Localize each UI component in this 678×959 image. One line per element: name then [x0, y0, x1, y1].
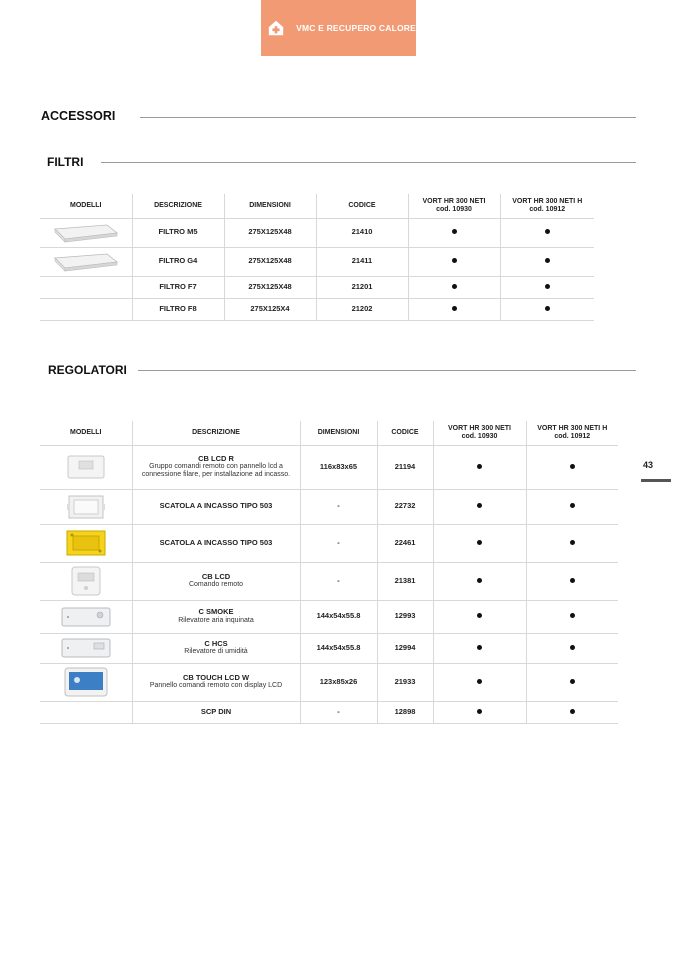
cell-compat	[408, 298, 500, 320]
table-header-row	[40, 421, 618, 445]
cell-dimensions: -	[300, 489, 377, 524]
cell-description: FILTRO F7	[132, 276, 224, 298]
bullet-icon	[477, 503, 482, 508]
cell-description: CB TOUCH LCD W Pannello comandi remoto con display LCD	[132, 663, 300, 701]
bullet-icon	[570, 679, 575, 684]
category-label: VMC E RECUPERO CALORE	[296, 23, 416, 33]
bullet-icon	[452, 306, 457, 311]
cell-compat	[500, 247, 594, 276]
cell-model	[40, 298, 132, 320]
cell-dimensions: 275X125X48	[224, 218, 316, 247]
cell-compat	[500, 298, 594, 320]
cell-code: 22461	[377, 524, 433, 562]
page-number: 43	[643, 460, 654, 470]
cell-compat	[433, 445, 526, 489]
section-title-regolatori: REGOLATORI	[48, 363, 127, 377]
cell-compat	[408, 276, 500, 298]
cell-dimensions: 123x85x26	[300, 663, 377, 701]
col-header: DESCRIZIONE	[132, 421, 300, 445]
cell-compat	[526, 701, 618, 723]
product-image	[40, 489, 132, 524]
cell-code: 12994	[377, 633, 433, 663]
cell-code: 21410	[316, 218, 408, 247]
cell-dimensions: -	[300, 524, 377, 562]
cell-code: 21202	[316, 298, 408, 320]
filter-image	[40, 218, 132, 247]
cell-dimensions: -	[300, 562, 377, 600]
divider	[140, 117, 636, 118]
table-row	[40, 633, 618, 663]
cell-compat	[526, 524, 618, 562]
bullet-icon	[570, 613, 575, 618]
table-row	[40, 701, 618, 723]
bullet-icon	[477, 679, 482, 684]
col-header: MODELLI	[40, 421, 132, 445]
cell-code: 21194	[377, 445, 433, 489]
section-title-accessori: ACCESSORI	[41, 109, 116, 123]
cell-code: 21201	[316, 276, 408, 298]
cell-compat	[408, 247, 500, 276]
cell-dimensions: 275X125X48	[224, 247, 316, 276]
cell-dimensions: 275X125X48	[224, 276, 316, 298]
bullet-icon	[477, 540, 482, 545]
cell-compat	[526, 663, 618, 701]
cell-compat	[433, 562, 526, 600]
cell-compat	[408, 218, 500, 247]
bullet-icon	[545, 306, 550, 311]
cell-description: C HCS Rilevatore di umidità	[132, 633, 300, 663]
cell-description: SCATOLA A INCASSO TIPO 503	[132, 524, 300, 562]
bullet-icon	[570, 503, 575, 508]
col-header: DESCRIZIONE	[132, 194, 224, 218]
cell-code: 21933	[377, 663, 433, 701]
filtri-table	[40, 194, 594, 321]
bullet-icon	[477, 578, 482, 583]
bullet-icon	[545, 258, 550, 263]
cell-compat	[433, 633, 526, 663]
cell-code: 12993	[377, 600, 433, 633]
filter-image	[40, 247, 132, 276]
table-row	[40, 445, 618, 489]
col-header: CODICE	[316, 194, 408, 218]
table-row	[40, 489, 618, 524]
divider	[101, 162, 636, 163]
cell-compat	[433, 524, 526, 562]
col-header: DIMENSIONI	[300, 421, 377, 445]
bullet-icon	[452, 258, 457, 263]
cell-compat	[500, 276, 594, 298]
bullet-icon	[477, 709, 482, 714]
bullet-icon	[570, 540, 575, 545]
cell-description: CB LCD R Gruppo comandi remoto con pannello lcd a connessione filare, per installazione ad incasso.	[132, 445, 300, 489]
product-image	[40, 524, 132, 562]
cell-description: CB LCD Comando remoto	[132, 562, 300, 600]
table-row	[40, 298, 594, 320]
cell-dimensions: -	[300, 701, 377, 723]
cell-description: FILTRO M5	[132, 218, 224, 247]
category-tab	[261, 0, 416, 56]
cell-compat	[526, 633, 618, 663]
product-image	[40, 663, 132, 701]
cell-description: FILTRO G4	[132, 247, 224, 276]
cell-description: FILTRO F8	[132, 298, 224, 320]
col-header: VORT HR 300 NETI cod. 10930	[408, 194, 500, 218]
cell-description: SCP DIN	[132, 701, 300, 723]
cell-compat	[526, 562, 618, 600]
table-row	[40, 218, 594, 247]
bullet-icon	[570, 578, 575, 583]
cell-dimensions: 144x54x55.8	[300, 633, 377, 663]
bullet-icon	[545, 284, 550, 289]
col-header: DIMENSIONI	[224, 194, 316, 218]
table-row	[40, 276, 594, 298]
cell-model	[40, 276, 132, 298]
cell-dimensions: 275X125X4	[224, 298, 316, 320]
table-row	[40, 562, 618, 600]
cell-code: 21381	[377, 562, 433, 600]
table-header-row	[40, 194, 594, 218]
col-header: MODELLI	[40, 194, 132, 218]
bullet-icon	[477, 613, 482, 618]
col-header: VORT HR 300 NETI H cod. 10912	[500, 194, 594, 218]
cell-dimensions: 116x83x65	[300, 445, 377, 489]
cell-compat	[433, 701, 526, 723]
table-row	[40, 600, 618, 633]
regolatori-table	[40, 421, 618, 724]
table-row	[40, 247, 594, 276]
product-image	[40, 562, 132, 600]
cell-compat	[433, 600, 526, 633]
cell-compat	[526, 600, 618, 633]
bullet-icon	[477, 645, 482, 650]
bullet-icon	[545, 229, 550, 234]
cell-compat	[526, 489, 618, 524]
house-plus-icon	[267, 19, 285, 37]
cell-model	[40, 701, 132, 723]
cell-compat	[433, 663, 526, 701]
cell-code: 21411	[316, 247, 408, 276]
cell-description: C SMOKE Rilevatore aria inquinata	[132, 600, 300, 633]
cell-code: 12898	[377, 701, 433, 723]
cell-dimensions: 144x54x55.8	[300, 600, 377, 633]
cell-compat	[433, 489, 526, 524]
cell-compat	[526, 445, 618, 489]
table-row	[40, 663, 618, 701]
product-image	[40, 633, 132, 663]
product-image	[40, 600, 132, 633]
product-image	[40, 445, 132, 489]
bullet-icon	[477, 464, 482, 469]
cell-compat	[500, 218, 594, 247]
table-row	[40, 524, 618, 562]
divider	[138, 370, 636, 371]
bullet-icon	[570, 645, 575, 650]
bullet-icon	[452, 229, 457, 234]
page-number-bar	[641, 479, 671, 482]
cell-code: 22732	[377, 489, 433, 524]
col-header: CODICE	[377, 421, 433, 445]
col-header: VORT HR 300 NETI cod. 10930	[433, 421, 526, 445]
bullet-icon	[570, 709, 575, 714]
col-header: VORT HR 300 NETI H cod. 10912	[526, 421, 618, 445]
bullet-icon	[452, 284, 457, 289]
cell-description: SCATOLA A INCASSO TIPO 503	[132, 489, 300, 524]
section-title-filtri: FILTRI	[47, 155, 84, 169]
bullet-icon	[570, 464, 575, 469]
